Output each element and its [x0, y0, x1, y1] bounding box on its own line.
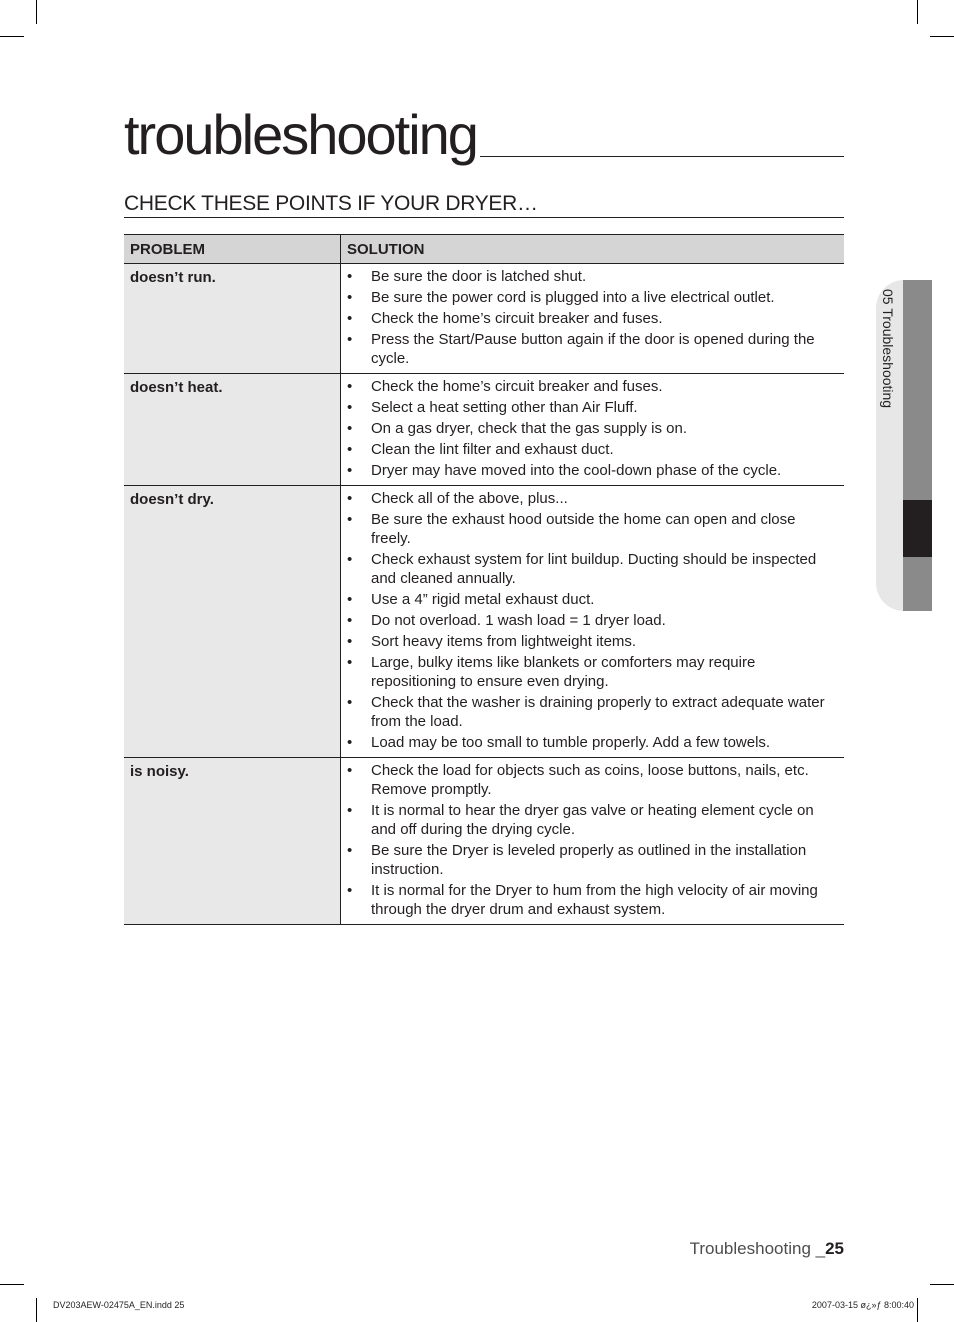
print-slug-file: DV203AEW-02475A_EN.indd 25 — [53, 1300, 185, 1310]
solution-item: • Check exhaust system for lint buildup. Ducting should be inspected and cleaned annually. — [347, 550, 834, 588]
crop-mark — [917, 0, 918, 24]
solution-item: • Load may be too small to tumble properly. Add a few towels. — [347, 733, 834, 752]
crop-mark — [917, 1298, 918, 1322]
page-number: 25 — [825, 1239, 844, 1258]
solution-item: • Be sure the power cord is plugged into a live electrical outlet. — [347, 288, 834, 307]
solution-cell — [341, 758, 845, 925]
solution-item: • Check the home’s circuit breaker and fuses. — [347, 377, 834, 396]
solution-item: • Press the Start/Pause button again if the door is opened during the cycle. — [347, 330, 834, 368]
page-title: troubleshooting — [124, 103, 477, 166]
crop-mark — [0, 1284, 24, 1285]
chapter-strip-active — [903, 500, 932, 557]
troubleshooting-table — [124, 234, 844, 925]
solution-item: • Check that the washer is draining properly to extract adequate water from the load. — [347, 693, 834, 731]
chapter-tab-label: 05 Troubleshooting — [880, 289, 896, 409]
solution-list — [347, 267, 834, 368]
solution-item: • Check the load for objects such as coins, loose buttons, nails, etc. Remove promptly. — [347, 761, 834, 799]
column-header-solution: SOLUTION — [341, 235, 845, 264]
problem-cell: doesn’t dry. — [124, 486, 341, 758]
title-rule — [480, 156, 844, 157]
column-header-problem: PROBLEM — [124, 235, 341, 264]
table-row — [124, 486, 844, 758]
crop-mark — [930, 1284, 954, 1285]
solution-item: • Sort heavy items from lightweight items. — [347, 632, 834, 651]
solution-item: • Select a heat setting other than Air Fluff. — [347, 398, 834, 417]
problem-cell: doesn’t run. — [124, 264, 341, 374]
crop-mark — [0, 36, 24, 37]
table-body — [124, 264, 844, 925]
solution-item: • Do not overload. 1 wash load = 1 dryer load. — [347, 611, 834, 630]
print-slug-date: 2007-03-15 ø¿»ƒ 8:00:40 — [811, 1300, 914, 1310]
table-row — [124, 374, 844, 486]
crop-mark — [930, 36, 954, 37]
solution-list — [347, 377, 834, 480]
solution-list — [347, 761, 834, 919]
solution-item: • Check the home’s circuit breaker and fuses. — [347, 309, 834, 328]
solution-cell — [341, 264, 845, 374]
table-header-row — [124, 235, 844, 264]
solution-item: • It is normal for the Dryer to hum from the high velocity of air moving through the dryer drum and exhaust system. — [347, 881, 834, 919]
solution-cell — [341, 486, 845, 758]
table-row — [124, 758, 844, 925]
page-footer — [690, 1239, 844, 1259]
problem-cell: is noisy. — [124, 758, 341, 925]
solution-item: • Dryer may have moved into the cool-down phase of the cycle. — [347, 461, 834, 480]
crop-mark — [36, 1298, 37, 1322]
solution-item: • It is normal to hear the dryer gas valve or heating element cycle on and off during the drying cycle. — [347, 801, 834, 839]
problem-cell: doesn’t heat. — [124, 374, 341, 486]
solution-item: • On a gas dryer, check that the gas supply is on. — [347, 419, 834, 438]
chapter-strip — [903, 280, 932, 611]
solution-item: • Clean the lint filter and exhaust duct. — [347, 440, 834, 459]
table-row — [124, 264, 844, 374]
solution-list — [347, 489, 834, 752]
solution-cell — [341, 374, 845, 486]
solution-item: • Large, bulky items like blankets or comforters may require repositioning to ensure even drying. — [347, 653, 834, 691]
solution-item: • Check all of the above, plus... — [347, 489, 834, 508]
crop-mark — [36, 0, 37, 24]
solution-item: • Use a 4” rigid metal exhaust duct. — [347, 590, 834, 609]
section-heading: CHECK THESE POINTS IF YOUR DRYER… — [124, 191, 844, 218]
solution-item: • Be sure the exhaust hood outside the home can open and close freely. — [347, 510, 834, 548]
footer-section-name: Troubleshooting _ — [689, 1239, 826, 1258]
solution-item: • Be sure the door is latched shut. — [347, 267, 834, 286]
solution-item: • Be sure the Dryer is leveled properly as outlined in the installation instruction. — [347, 841, 834, 879]
